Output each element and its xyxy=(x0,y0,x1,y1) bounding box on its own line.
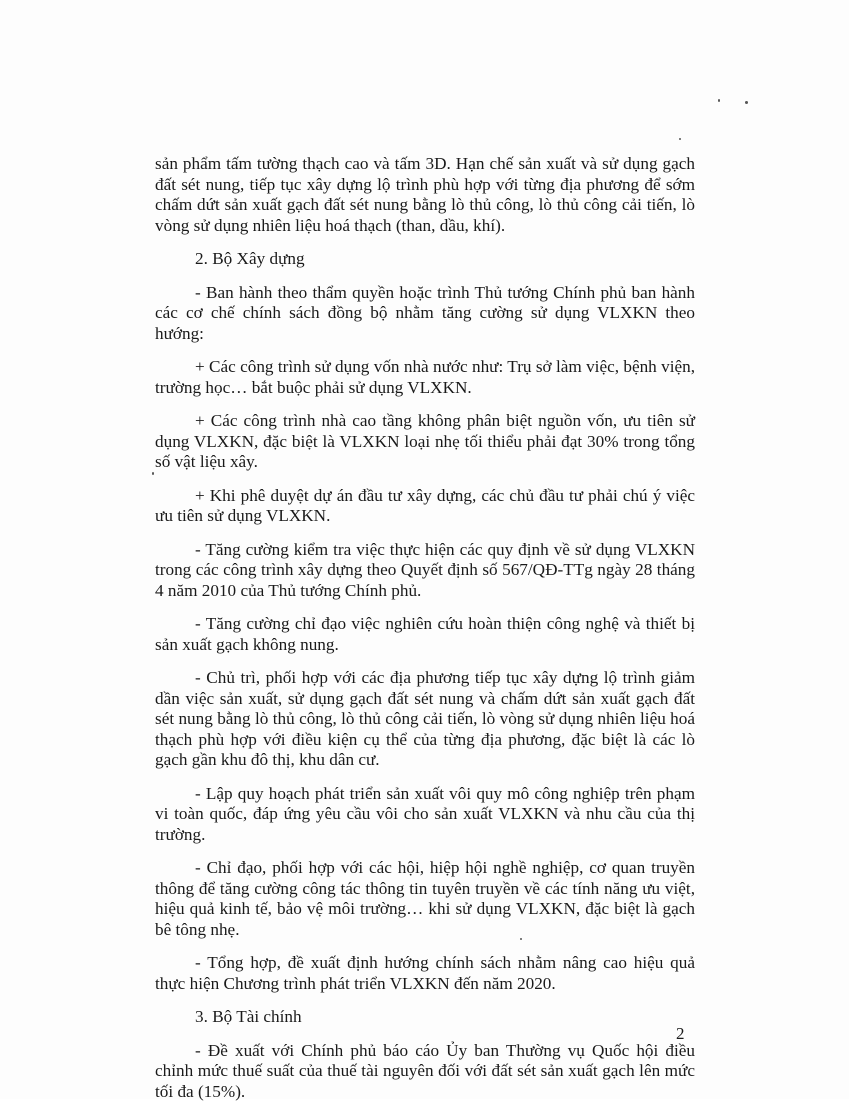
section-heading: 3. Bộ Tài chính xyxy=(155,1007,695,1028)
paragraph: - Chủ trì, phối hợp với các địa phương tiếp tục xây dựng lộ trình giảm dần việc sản xuất, sử dụng gạch đất sét nung và chấm dứt sản xuất gạch đất sét nung bằng lò thủ công, lò thủ công cải tiến, lò vòng sử dụng nhiên liệu hoá thạch phù hợp với điều kiện cụ thể của từng địa phương, đặc biệt là các lò gạch gần khu đô thị, khu dân cư. xyxy=(155,668,695,771)
scan-speck xyxy=(152,472,154,475)
paragraph: - Ban hành theo thẩm quyền hoặc trình Thủ tướng Chính phủ ban hành các cơ chế chính sách đồng bộ nhằm tăng cường sử dụng VLXKN theo hướng: xyxy=(155,283,695,345)
paragraph: - Lập quy hoạch phát triển sản xuất vôi quy mô công nghiệp trên phạm vi toàn quốc, đáp ứng yêu cầu vôi cho sản xuất VLXKN và nhu cầu của thị trường. xyxy=(155,784,695,846)
paragraph: - Chỉ đạo, phối hợp với các hội, hiệp hội nghề nghiệp, cơ quan truyền thông để tăng cường công tác thông tin tuyên truyền về các tính năng ưu việt, hiệu quả kinh tế, bảo vệ môi trường… khi sử dụng VLXKN, đặc biệt là gạch bê tông nhẹ. xyxy=(155,858,695,940)
document-body xyxy=(155,154,695,1102)
section-heading: 2. Bộ Xây dựng xyxy=(155,249,695,270)
paragraph: - Tăng cường kiểm tra việc thực hiện các quy định về sử dụng VLXKN trong các công trình xây dựng theo Quyết định số 567/QĐ-TTg ngày 28 tháng 4 năm 2010 của Thủ tướng Chính phủ. xyxy=(155,540,695,602)
scan-speck xyxy=(679,138,681,140)
paragraph: sản phẩm tấm tường thạch cao và tấm 3D. Hạn chế sản xuất và sử dụng gạch đất sét nung, tiếp tục xây dựng lộ trình phù hợp với từng địa phương để sớm chấm dứt sản xuất gạch đất sét nung bằng lò thủ công, lò thủ công cải tiến, lò vòng sử dụng nhiên liệu hoá thạch (than, dầu, khí). xyxy=(155,154,695,236)
paragraph: - Đề xuất với Chính phủ báo cáo Ủy ban Thường vụ Quốc hội điều chỉnh mức thuế suất của thuế tài nguyên đối với đất sét sản xuất gạch lên mức tối đa (15%). xyxy=(155,1041,695,1102)
scan-speck xyxy=(745,101,748,104)
paragraph: - Tăng cường chỉ đạo việc nghiên cứu hoàn thiện công nghệ và thiết bị sản xuất gạch không nung. xyxy=(155,614,695,655)
page-number: 2 xyxy=(676,1024,685,1044)
paragraph: + Khi phê duyệt dự án đầu tư xây dựng, các chủ đầu tư phải chú ý việc ưu tiên sử dụng VLXKN. xyxy=(155,486,695,527)
scan-speck xyxy=(718,99,720,102)
paragraph: + Các công trình nhà cao tầng không phân biệt nguồn vốn, ưu tiên sử dụng VLXKN, đặc biệt là VLXKN loại nhẹ tối thiểu phải đạt 30% trong tổng số vật liệu xây. xyxy=(155,411,695,473)
paragraph: - Tổng hợp, đề xuất định hướng chính sách nhằm nâng cao hiệu quả thực hiện Chương trình phát triển VLXKN đến năm 2020. xyxy=(155,953,695,994)
paragraph: + Các công trình sử dụng vốn nhà nước như: Trụ sở làm việc, bệnh viện, trường học… bắt buộc phải sử dụng VLXKN. xyxy=(155,357,695,398)
